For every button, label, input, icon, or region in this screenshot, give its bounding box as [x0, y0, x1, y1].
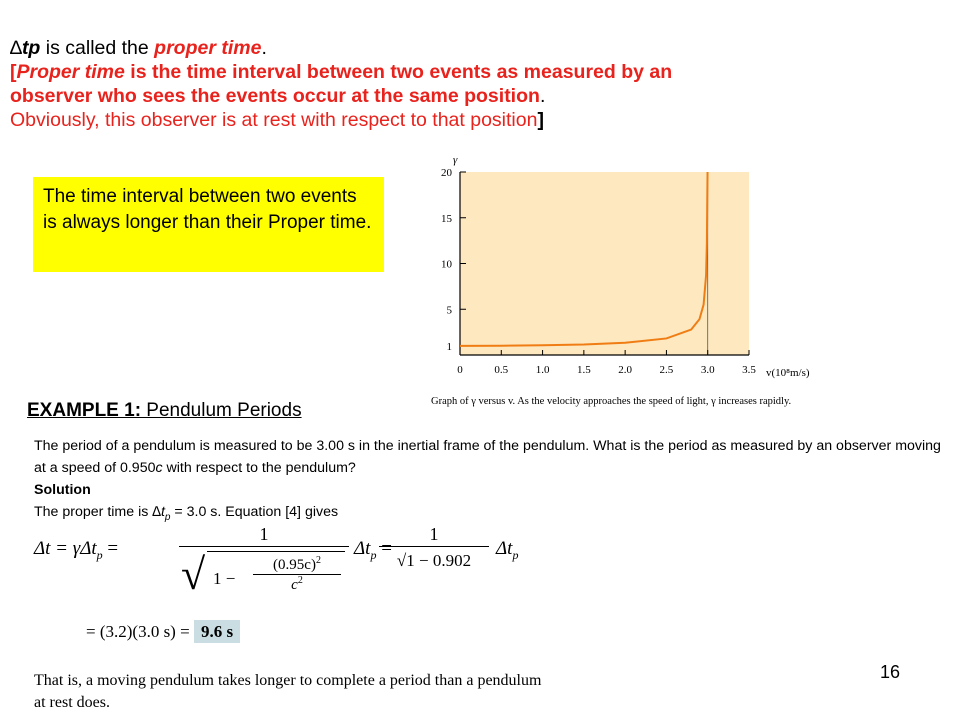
proper-delta: ∆t — [152, 504, 165, 520]
proper-time-lead: The proper time is — [34, 504, 153, 520]
example-label: EXAMPLE 1: — [27, 400, 142, 421]
x-tick-label: 3.5 — [742, 364, 756, 376]
y-tick-label: 15 — [441, 212, 452, 225]
fraction-1-numerator: 1 — [259, 524, 269, 544]
x-tick-label: 2.0 — [618, 364, 633, 376]
intro-line-4 — [10, 108, 672, 132]
is-called-text: is called the — [40, 37, 155, 59]
definition-period: . — [539, 85, 546, 107]
bracket-close: ] — [537, 109, 544, 131]
intro-line-2 — [10, 60, 672, 84]
delta-symbol: ∆ — [10, 37, 22, 59]
eq-sign-1: = — [107, 538, 119, 559]
proper-time-tail: = 3.0 s. Equation [4] gives — [170, 504, 339, 520]
example-title: Pendulum Periods — [141, 400, 302, 421]
x-tick-label: 1.0 — [535, 364, 550, 376]
y-tick-label: 20 — [441, 167, 452, 179]
solution-heading: Solution — [34, 482, 91, 498]
y-tick-label: 1 — [446, 340, 452, 353]
inner-fraction — [253, 555, 341, 594]
bracket-open: [ — [10, 61, 17, 83]
problem-text — [34, 435, 954, 529]
proper-time-definition — [10, 36, 672, 132]
sqrt-one-minus: 1 − — [213, 569, 236, 588]
gamma-graph — [420, 150, 830, 382]
x-tick-label: 1.5 — [576, 364, 591, 376]
definition-line-2: observer who sees the events occur at the same position — [10, 85, 540, 107]
lhs-text: Δt = γΔt — [34, 538, 97, 559]
tp-term: tp — [21, 37, 41, 59]
delta-tp-1: $\Delta t_p$ = — [354, 538, 392, 562]
proper-sub: p — [164, 511, 171, 523]
proper-time-term-2: Proper time — [16, 61, 125, 83]
fraction-1 — [179, 522, 349, 607]
inner-sup: 2 — [315, 555, 321, 566]
proper-time-term: proper time — [154, 37, 262, 59]
sqrt-sign: √ — [181, 550, 206, 599]
page-number: 16 — [879, 662, 900, 682]
x-tick-label: 0.5 — [494, 364, 509, 376]
problem-part-a: The period of a pendulum is measured to be 3.00 s in the inertial frame of the pendulum. What is the period as measured by an observer moving at a speed of 0.950 — [34, 438, 941, 476]
inner-denominator: c — [291, 577, 298, 593]
fraction-2-denominator: √1 − 0.902 — [396, 551, 472, 570]
y-tick-label: 5 — [446, 304, 452, 317]
equation-lhs — [34, 538, 118, 563]
answer-box: 9.6 s — [194, 620, 240, 643]
intro-line-3 — [10, 84, 672, 108]
equation-step-2 — [86, 622, 240, 642]
x-tick-label: 3.0 — [700, 364, 715, 376]
lhs-sub: p — [96, 547, 103, 562]
callout-box: The time interval between two events is always longer than their Proper time. — [33, 177, 384, 272]
x-tick-label: 0 — [457, 364, 463, 376]
inner-den-sup: 2 — [297, 575, 303, 586]
x-tick-label: 2.5 — [659, 364, 674, 376]
conclusion-text: That is, a moving pendulum takes longer to complete a period than a pendulum at rest does. — [34, 672, 542, 711]
fraction-2-numerator: 1 — [429, 524, 439, 544]
graph-caption: Graph of γ versus v. As the velocity approaches the speed of light, γ increases rapidly. — [431, 396, 792, 407]
fraction-1-denominator — [179, 547, 349, 607]
period-mark: . — [261, 37, 267, 59]
x-axis-label: v(10⁸m/s) — [766, 367, 810, 379]
y-tick-label: 10 — [441, 258, 452, 271]
inner-numerator: (0.95c) — [273, 557, 316, 573]
obviously-text: Obviously, this observer is at rest with respect to that position — [10, 109, 538, 131]
problem-part-b: with respect to the pendulum? — [162, 460, 356, 476]
equation-block — [34, 522, 554, 662]
example-heading — [27, 400, 302, 422]
definition-rest: is the time interval between two events as measured by an — [124, 61, 673, 83]
fraction-2 — [379, 522, 489, 575]
problem-c: c — [155, 460, 163, 476]
intro-line-1 — [10, 36, 672, 60]
problem-statement — [34, 435, 954, 479]
y-axis-label: γ — [453, 154, 458, 166]
delta-tp-2: $\Delta t_p$ — [496, 538, 519, 562]
step2-text: = (3.2)(3.0 s) = — [86, 622, 190, 641]
